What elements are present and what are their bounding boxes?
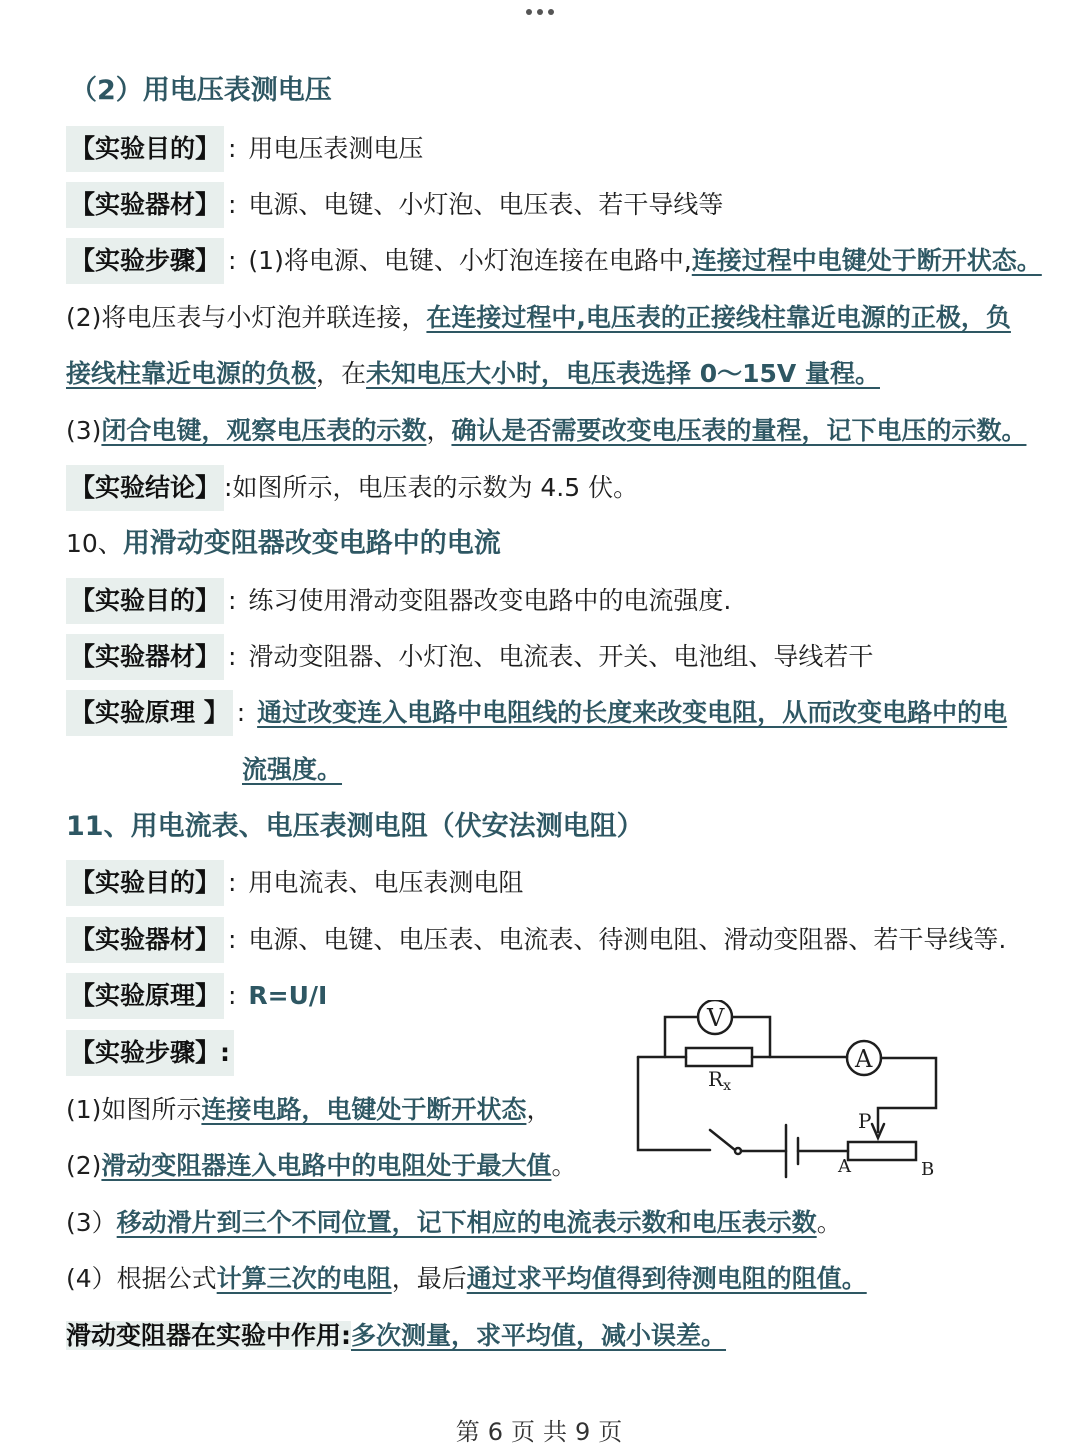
sec11-step1-line [66, 1087, 551, 1133]
sec2-step3-highlight-a: 闭合电键，观察电压表的示数 [101, 416, 427, 445]
sec11-role-line [66, 1313, 726, 1359]
end-b-label: B [921, 1159, 935, 1180]
sec2-step3-mid: ， [426, 416, 452, 445]
footer-di: 第 [455, 1418, 482, 1446]
sec2-purpose-row: 【实验目的】 : 用电压表测电压 [66, 126, 423, 172]
sec11-step2-highlight: 滑动变阻器连入电路中的电阻处于最大值 [101, 1151, 552, 1180]
more-dots-icon[interactable] [524, 4, 556, 20]
tag-purpose: 【实验目的】 [66, 860, 224, 906]
section-10-title [66, 521, 501, 567]
sec11-step1-text: (1)如图所示 [66, 1095, 202, 1124]
sec11-step3-line [66, 1200, 842, 1246]
ammeter-label: A [855, 1045, 873, 1073]
sec2-step3-line [66, 408, 1026, 454]
footer-ye2: 页 [598, 1418, 625, 1446]
sec11-step1-end: ， [526, 1095, 552, 1124]
sec2-conclusion-text: :如图所示，电压表的示数为 4.5 伏。 [224, 473, 639, 502]
footer-gong: 共 [543, 1418, 569, 1446]
sec10-principle-row: 【实验原理 】 : 通过改变连入电路中电阻线的长度来改变电阻，从而改变电路中的电 [66, 690, 1007, 736]
sec11-principle-formula: R=U/I [248, 981, 328, 1010]
sec10-equipment-text: 滑动变阻器、小灯泡、电流表、开关、电池组、导线若干 [248, 642, 874, 671]
sec2-step2-text: (2)将电压表与小灯泡并联连接， [66, 303, 427, 332]
sec2-step2-mid: ，在 [316, 359, 367, 388]
sec11-purpose-text: 用电流表、电压表测电阻 [248, 868, 524, 897]
tag-equipment: 【实验器材】 [66, 634, 224, 680]
voltmeter-branch-wire [665, 1017, 698, 1057]
section-10-number: 10、 [66, 529, 123, 558]
tag-principle: 【实验原理】 [66, 973, 224, 1019]
sec10-purpose-row: 【实验目的】 : 练习使用滑动变阻器改变电路中的电流强度. [66, 578, 731, 624]
sec11-principle-row: 【实验原理】 : R=U/I [66, 973, 327, 1019]
sec2-equipment-text: 电源、电键、小灯泡、电压表、若干导线等 [248, 190, 724, 219]
sec11-step3-end: 。 [816, 1208, 842, 1237]
sec2-step2-highlight-b: 接线柱靠近电源的负极 [66, 359, 317, 388]
resistor-label-sub: x [723, 1078, 731, 1094]
tag-purpose: 【实验目的】 [66, 126, 224, 172]
sec2-step1-text: (1)将电源、电键、小灯泡连接在电路中, [248, 246, 692, 275]
sec10-equipment-row: 【实验器材】 : 滑动变阻器、小灯泡、电流表、开关、电池组、导线若干 [66, 634, 873, 680]
sec11-equipment-text: 电源、电键、电压表、电流表、待测电阻、滑动变阻器、若干导线等. [248, 925, 1007, 954]
resistor-rx [686, 1048, 752, 1066]
sec2-step3-text: (3) [66, 416, 102, 445]
sec2-step2-highlight-c: 未知电压大小时，电压表选择 0～15V 量程。 [366, 359, 880, 388]
tag-principle: 【实验原理 】 [66, 690, 233, 736]
sec11-step4-text: (4）根据公式 [66, 1264, 217, 1293]
sec10-purpose-text: 练习使用滑动变阻器改变电路中的电流强度. [248, 586, 732, 615]
resistor-label [708, 1067, 731, 1094]
sec11-step2-end: 。 [551, 1151, 577, 1180]
sec2-step2-highlight-a: 在连接过程中,电压表的正接线柱靠近电源的正极，负 [426, 303, 1011, 332]
rheostat [848, 1142, 916, 1160]
sec11-step2-line [66, 1143, 576, 1189]
sec11-step1-highlight: 连接电路，电键处于断开状态 [201, 1095, 527, 1124]
footer-page-number: 6 [487, 1418, 505, 1446]
slider-p-label: P [858, 1109, 872, 1133]
tag-equipment: 【实验器材】 [66, 182, 224, 228]
end-a-label: A [838, 1156, 851, 1177]
resistor-label-main: R [708, 1067, 724, 1091]
sec11-role-label: 滑动变阻器在实验中作用: [66, 1321, 351, 1350]
sec2-steps-row: 【实验步骤】 : (1)将电源、电键、小灯泡连接在电路中,连接过程中电键处于断开状态。 [66, 238, 1042, 284]
sec11-step4-highlight-a: 计算三次的电阻 [216, 1264, 392, 1293]
footer-ye: 页 [511, 1418, 537, 1446]
section-11-title: 11、用电流表、电压表测电阻（伏安法测电阻） [66, 811, 644, 842]
sec2-step1-highlight: 连接过程中电键处于断开状态。 [691, 246, 1042, 275]
sec11-equipment-row: 【实验器材】 : 电源、电键、电压表、电流表、待测电阻、滑动变阻器、若干导线等. [66, 917, 1006, 963]
sec2-purpose-text: 用电压表测电压 [248, 134, 424, 163]
tag-steps: 【实验步骤】: [66, 1030, 234, 1076]
sec11-step4-mid: ，最后 [391, 1264, 467, 1293]
sec11-purpose-row: 【实验目的】 : 用电流表、电压表测电阻 [66, 860, 523, 906]
sec2-step3-highlight-b: 确认是否需要改变电压表的量程，记下电压的示数。 [451, 416, 1027, 445]
sec2-step2-line2 [66, 351, 880, 397]
tag-purpose: 【实验目的】 [66, 578, 224, 624]
sec11-step4-line [66, 1256, 867, 1302]
sec11-role-highlight: 多次测量，求平均值，减小误差。 [351, 1321, 727, 1350]
tag-equipment: 【实验器材】 [66, 917, 224, 963]
tag-steps: 【实验步骤】 [66, 238, 224, 284]
sec10-principle-row2 [242, 747, 342, 793]
sec2-conclusion-row [66, 465, 638, 511]
voltmeter-label: V [707, 1004, 725, 1032]
section-10-heading: 用滑动变阻器改变电路中的电流 [122, 528, 501, 559]
sec11-step4-highlight-b: 通过求平均值得到待测电阻的阻值。 [466, 1264, 867, 1293]
circuit-diagram [620, 1000, 950, 1190]
sec11-step3-highlight: 移动滑片到三个不同位置，记下相应的电流表示数和电压表示数 [116, 1208, 817, 1237]
sec11-steps-row [66, 1030, 234, 1076]
sec11-step2-text: (2) [66, 1151, 102, 1180]
top-wire-right [878, 1058, 936, 1132]
sec2-step2-line1 [66, 295, 1011, 341]
switch-lever [710, 1130, 735, 1150]
sec10-principle-highlight-a: 通过改变连入电路中电阻线的长度来改变电阻，从而改变电路中的电 [257, 698, 1008, 727]
section-2-title: （2）用电压表测电压 [70, 75, 332, 106]
sec11-step3-text: (3） [66, 1208, 117, 1237]
sec10-principle-highlight-b: 流强度。 [242, 755, 343, 784]
sec2-equipment-row: 【实验器材】 : 电源、电键、小灯泡、电压表、若干导线等 [66, 182, 723, 228]
tag-conclusion: 【实验结论】 [66, 465, 224, 511]
left-wire [638, 1057, 710, 1150]
footer-total: 9 [575, 1418, 593, 1446]
